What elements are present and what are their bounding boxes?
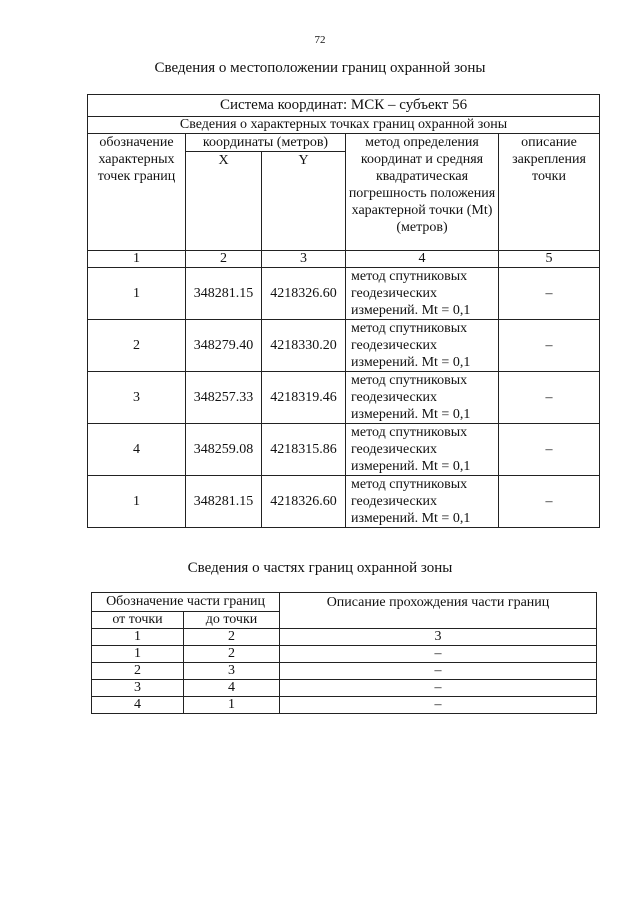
column-number: 2 bbox=[184, 629, 280, 646]
page-number: 72 bbox=[314, 34, 326, 46]
x-cell: 348259.08 bbox=[186, 424, 262, 476]
column-number: 1 bbox=[92, 629, 184, 646]
column-number: 4 bbox=[346, 251, 499, 268]
to-cell: 1 bbox=[184, 697, 280, 714]
from-cell: 4 bbox=[92, 697, 184, 714]
x-cell: 348257.33 bbox=[186, 372, 262, 424]
description-cell: – bbox=[280, 680, 597, 697]
point-cell: 2 bbox=[88, 320, 186, 372]
column-number: 1 bbox=[88, 251, 186, 268]
to-cell: 3 bbox=[184, 663, 280, 680]
to-cell: 2 bbox=[184, 646, 280, 663]
y-cell: 4218319.46 bbox=[262, 372, 346, 424]
y-cell: 4218326.60 bbox=[262, 476, 346, 528]
y-cell: 4218315.86 bbox=[262, 424, 346, 476]
table-row bbox=[92, 663, 597, 680]
table-row bbox=[88, 268, 600, 320]
method-cell: метод спутниковых геодезических измерений. Mt = 0,1 bbox=[346, 424, 499, 476]
method-cell: метод спутниковых геодезических измерений. Mt = 0,1 bbox=[346, 268, 499, 320]
table-row bbox=[92, 646, 597, 663]
column-number: 5 bbox=[499, 251, 600, 268]
to-cell: 4 bbox=[184, 680, 280, 697]
fixing-cell: – bbox=[499, 320, 600, 372]
point-cell: 1 bbox=[88, 476, 186, 528]
boundary-points-table bbox=[87, 94, 600, 528]
header-coordinates: координаты (метров) bbox=[186, 134, 346, 152]
method-cell: метод спутниковых геодезических измерений. Mt = 0,1 bbox=[346, 372, 499, 424]
point-cell: 4 bbox=[88, 424, 186, 476]
description-cell: – bbox=[280, 697, 597, 714]
header-part-designation: Обозначение части границ bbox=[92, 593, 280, 612]
table-row bbox=[88, 372, 600, 424]
table-row bbox=[88, 476, 600, 528]
method-cell: метод спутниковых геодезических измерений. Mt = 0,1 bbox=[346, 320, 499, 372]
point-cell: 1 bbox=[88, 268, 186, 320]
point-cell: 3 bbox=[88, 372, 186, 424]
y-cell: 4218326.60 bbox=[262, 268, 346, 320]
table-row bbox=[88, 424, 600, 476]
table-row bbox=[88, 320, 600, 372]
header-description: Описание прохождения части границ bbox=[280, 593, 597, 629]
header-x: X bbox=[186, 152, 262, 251]
column-number: 2 bbox=[186, 251, 262, 268]
x-cell: 348281.15 bbox=[186, 268, 262, 320]
description-cell: – bbox=[280, 646, 597, 663]
y-cell: 4218330.20 bbox=[262, 320, 346, 372]
header-point-designation: обозначение характерных точек границ bbox=[88, 134, 186, 251]
fixing-cell: – bbox=[499, 372, 600, 424]
section1-title: Сведения о местоположении границ охранной зоны bbox=[154, 60, 486, 76]
table-row bbox=[92, 680, 597, 697]
method-cell: метод спутниковых геодезических измерений. Mt = 0,1 bbox=[346, 476, 499, 528]
fixing-cell: – bbox=[499, 268, 600, 320]
from-cell: 2 bbox=[92, 663, 184, 680]
table-subtitle-cell: Сведения о характерных точках границ охранной зоны bbox=[88, 117, 600, 134]
fixing-cell: – bbox=[499, 476, 600, 528]
column-number: 3 bbox=[280, 629, 597, 646]
fixing-cell: – bbox=[499, 424, 600, 476]
section2-title: Сведения о частях границ охранной зоны bbox=[187, 560, 453, 576]
x-cell: 348281.15 bbox=[186, 476, 262, 528]
x-cell: 348279.40 bbox=[186, 320, 262, 372]
header-fixing: описание закрепления точки bbox=[499, 134, 600, 251]
coordinate-system-cell: Система координат: МСК – субъект 56 bbox=[88, 95, 600, 117]
boundary-parts-table bbox=[91, 592, 597, 714]
header-y: Y bbox=[262, 152, 346, 251]
from-cell: 1 bbox=[92, 646, 184, 663]
description-cell: – bbox=[280, 663, 597, 680]
header-to-point: до точки bbox=[184, 612, 280, 629]
table-row bbox=[92, 697, 597, 714]
header-from-point: от точки bbox=[92, 612, 184, 629]
header-method: метод определения координат и средняя квадратическая погрешность положения характерной точки (Mt) (метров) bbox=[346, 134, 499, 251]
from-cell: 3 bbox=[92, 680, 184, 697]
column-number: 3 bbox=[262, 251, 346, 268]
